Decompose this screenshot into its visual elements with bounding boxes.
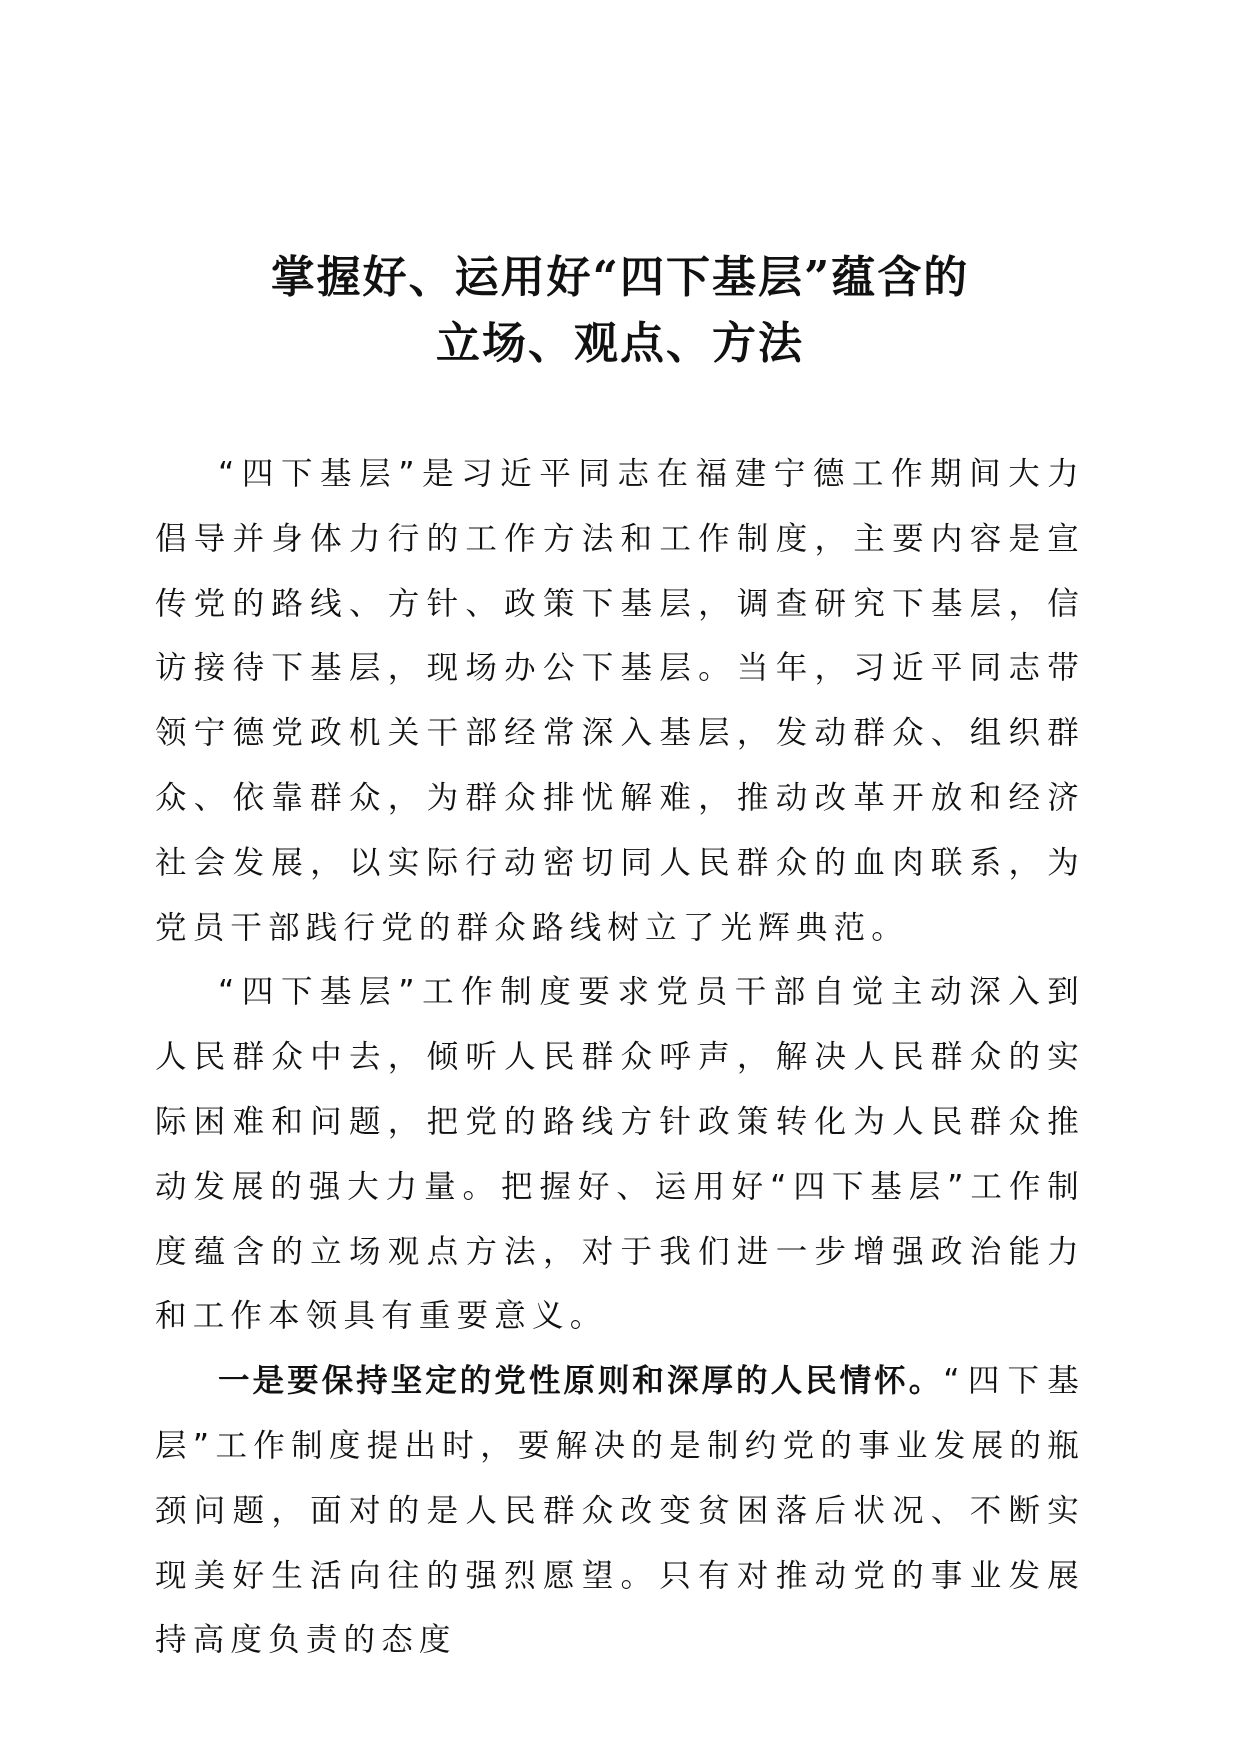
- paragraph-2: [155, 960, 1085, 1349]
- title-line-1: 掌握好、运用好“四下基层”蕴含的: [270, 252, 970, 303]
- paragraph-1: [155, 442, 1085, 960]
- paragraph-2-text: “四下基层”工作制度要求党员干部自觉主动深入到人民群众中去，倾听人民群众呼声，解决人民群众的实际困难和问题，把党的路线方针政策转化为人民群众推动发展的强大力量。把握好、运用好“四下基层”工作制度蕴含的立场观点方法，对于我们进一步增强政治能力和工作本领具有重要意义。: [155, 974, 1085, 1335]
- document-body: [155, 442, 1085, 1673]
- document-title: [0, 245, 1240, 377]
- paragraph-3-lead: 一是要保持坚定的党性原则和深厚的人民情怀。: [218, 1363, 944, 1400]
- paragraph-3-text: “四下基层”工作制度提出时，要解决的是制约党的事业发展的瓶颈问题，面对的是人民群众改变贫困落后状况、不断实现美好生活向往的强烈愿望。只有对推动党的事业发展持高度负责的态度: [155, 1363, 1085, 1659]
- paragraph-3: [155, 1349, 1085, 1673]
- title-line-2: 立场、观点、方法: [436, 318, 804, 369]
- paragraph-1-text: “四下基层”是习近平同志在福建宁德工作期间大力倡导并身体力行的工作方法和工作制度，主要内容是宣传党的路线、方针、政策下基层，调查研究下基层，信访接待下基层，现场办公下基层。当年，习近平同志带领宁德党政机关干部经常深入基层，发动群众、组织群众、依靠群众，为群众排忧解难，推动改革开放和经济社会发展，以实际行动密切同人民群众的血肉联系，为党员干部践行党的群众路线树立了光辉典范。: [155, 456, 1085, 946]
